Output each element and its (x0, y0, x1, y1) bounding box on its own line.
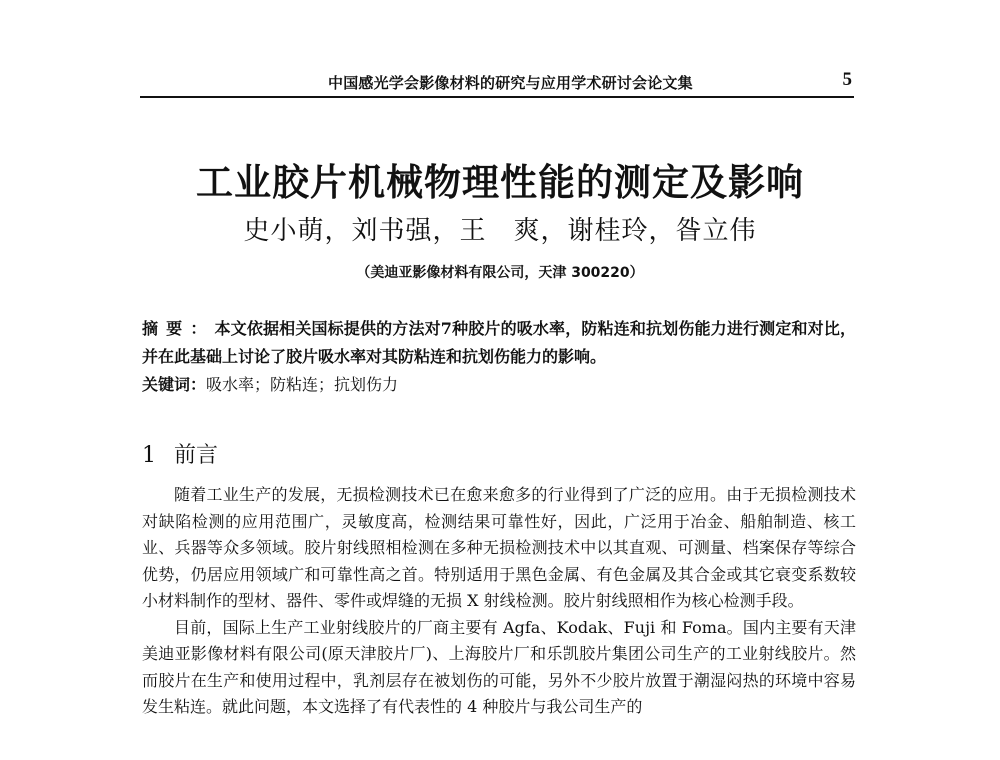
section-body (142, 482, 856, 721)
keywords-label: 关键词： (142, 375, 207, 394)
affiliation: （美迪亚影像材料有限公司，天津 300220） (356, 265, 644, 281)
section-title: 前言 (174, 443, 219, 468)
running-header (140, 70, 854, 98)
abstract-label: 摘要： (142, 319, 215, 338)
running-title: 中国感光学会影像材料的研究与应用学术研讨会论文集 (328, 74, 693, 92)
page-number: 5 (842, 69, 852, 90)
paragraph: 目前，国际上生产工业射线胶片的厂商主要有 Agfa、Kodak、Fuji 和 Foma。国内主要有天津美迪亚影像材料有限公司(原天津胶片厂)、上海胶片厂和乐凯胶片集团公司生产的工业射线胶片。然而胶片在生产和使用过程中，乳剂层存在被划伤的可能，另外不少胶片放置于潮湿闷热的环境中容易发生粘连。就此问题，本文选择了有代表性的 4 种胶片与我公司生产的 (142, 617, 856, 716)
section-heading (142, 438, 218, 469)
paper-title: 工业胶片机械物理性能的测定及影响 (196, 160, 804, 204)
abstract (142, 315, 856, 371)
author-list: 史小萌，刘书强，王 爽，谢桂玲，昝立伟 (243, 216, 757, 246)
abstract-text: 本文依据相关国标提供的方法对7种胶片的吸水率，防粘连和抗划伤能力进行测定和对比，并在此基础上讨论了胶片吸水率对其防粘连和抗划伤能力的影响。 (142, 319, 856, 366)
keywords (142, 371, 856, 399)
keywords-text: 吸水率；防粘连；抗划伤力 (206, 375, 399, 394)
paragraph: 随着工业生产的发展，无损检测技术已在愈来愈多的行业得到了广泛的应用。由于无损检测技术对缺陷检测的应用范围广，灵敏度高，检测结果可靠性好，因此，广泛用于冶金、船舶制造、核工业、兵器等众多领域。胶片射线照相检测在多种无损检测技术中以其直观、可测量、档案保存等综合优势，仍居应用领域广和可靠性高之首。特别适用于黑色金属、有色金属及其合金或其它衰变系数较小材料制作的型材、器件、零件或焊缝的无损 X 射线检测。胶片射线照相作为核心检测手段。 (142, 485, 856, 610)
section-number: 1 (142, 443, 156, 468)
